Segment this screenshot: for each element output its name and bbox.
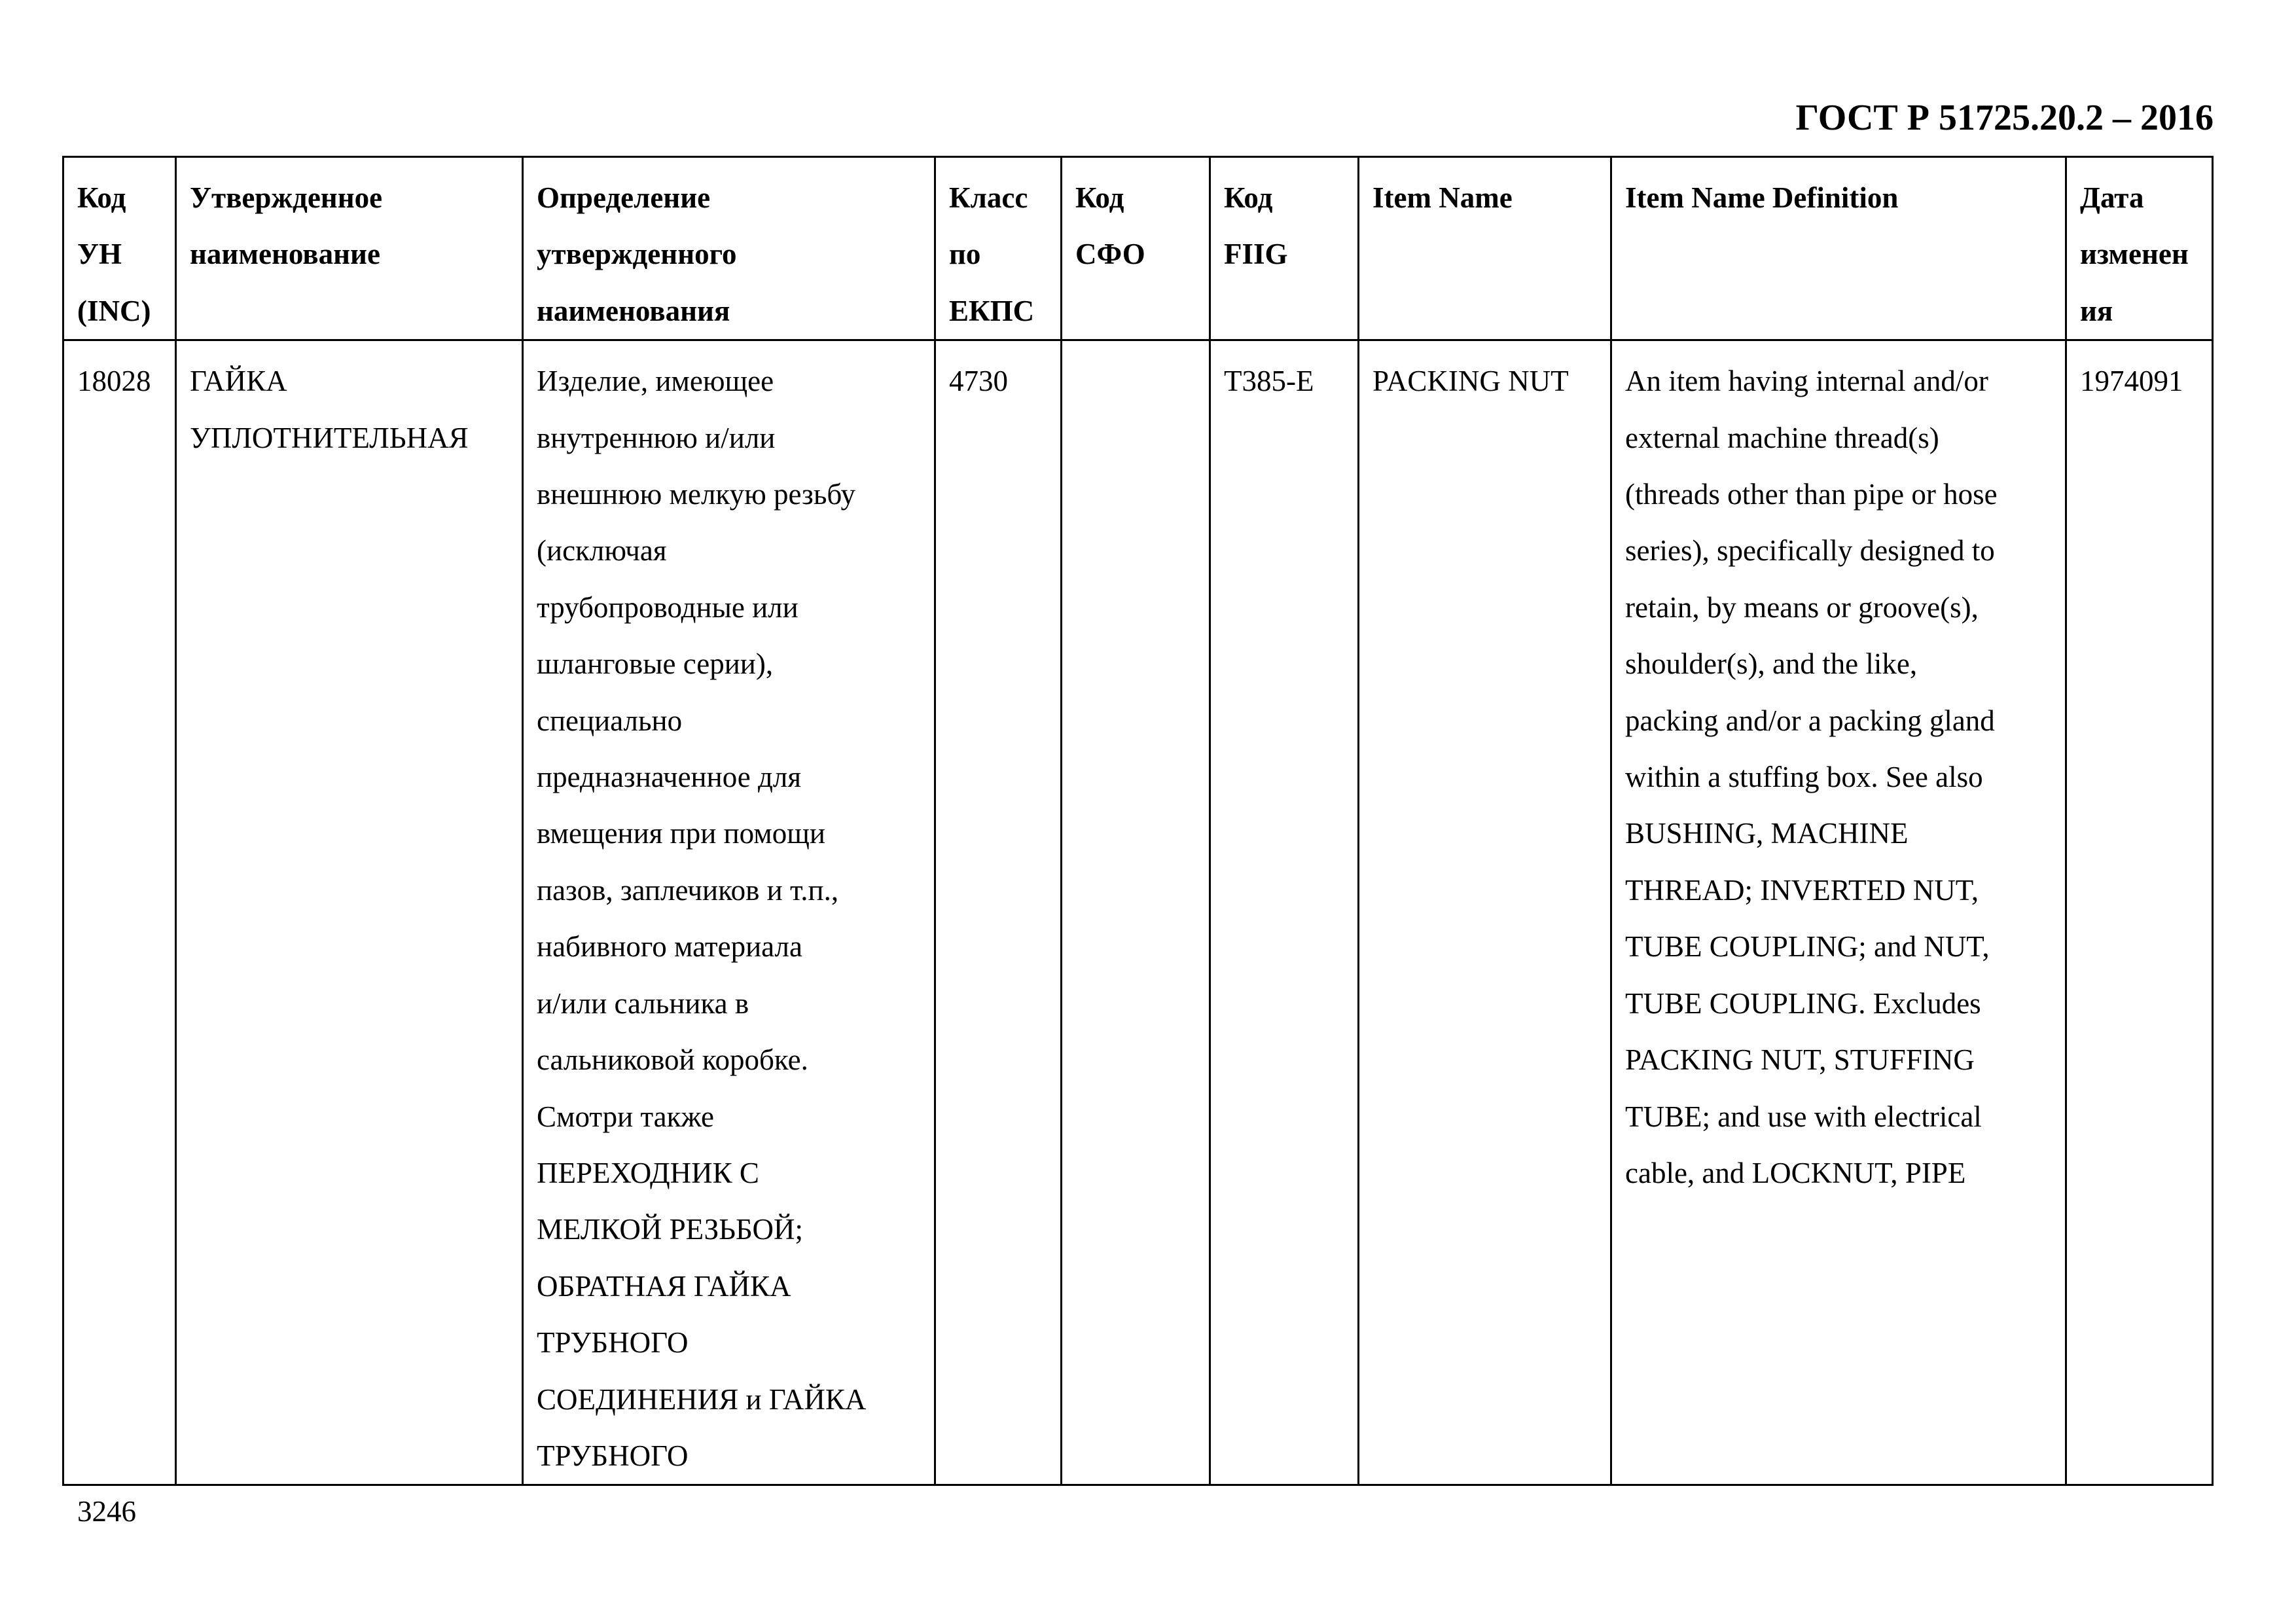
cell-ekps-class: 4730 <box>935 340 1062 1485</box>
header-sfo-code: Код СФО <box>1062 157 1210 340</box>
header-ekps-class: Класс по ЕКПС <box>935 157 1062 340</box>
item-catalog-table <box>62 156 2214 1486</box>
page-number: 3246 <box>77 1495 136 1528</box>
document-standard-code: ГОСТ Р 51725.20.2 – 2016 <box>1795 98 2214 138</box>
cell-change-date: 1974091 <box>2066 340 2213 1485</box>
cell-approved-name: ГАЙКА УПЛОТНИТЕЛЬНАЯ <box>176 340 523 1485</box>
header-approved-name: Утвержденное наименование <box>176 157 523 340</box>
header-fiig-code: Код FIIG <box>1210 157 1359 340</box>
cell-fiig-code: T385-E <box>1210 340 1359 1485</box>
header-change-date: Дата изменен ия <box>2066 157 2213 340</box>
header-inc-code: Код УН (INC) <box>63 157 176 340</box>
cell-sfo-code <box>1062 340 1210 1485</box>
cell-inc-code: 18028 <box>63 340 176 1485</box>
cell-approved-name-definition: Изделие, имеющее внутреннюю и/или внешнюю мелкую резьбу (исключая трубопроводные или шланговые серии), специально предназначенное для вмещения при помощи пазов, заплечиков и т.п., набивного материала и/или сальника в сальниковой коробке. Смотри также ПЕРЕХОДНИК С МЕЛКОЙ РЕЗЬБОЙ; ОБРАТНАЯ ГАЙКА ТРУБНОГО СОЕДИНЕНИЯ и ГАЙКА ТРУБНОГО <box>523 340 935 1485</box>
cell-item-name-definition: An item having internal and/or external machine thread(s) (threads other than pipe or hose series), specifically designed to retain, by means or groove(s), shoulder(s), and the like, packing and/or a packing gland within a stuffing box. See also BUSHING, MACHINE THREAD; INVERTED NUT, TUBE COUPLING; and NUT, TUBE COUPLING. Excludes PACKING NUT, STUFFING TUBE; and use with electrical cable, and LOCKNUT, PIPE <box>1611 340 2066 1485</box>
header-approved-name-definition: Определение утвержденного наименования <box>523 157 935 340</box>
table-header-row <box>63 157 2213 340</box>
table-row <box>63 340 2213 1485</box>
cell-item-name: PACKING NUT <box>1359 340 1611 1485</box>
header-item-name: Item Name <box>1359 157 1611 340</box>
header-item-name-definition: Item Name Definition <box>1611 157 2066 340</box>
